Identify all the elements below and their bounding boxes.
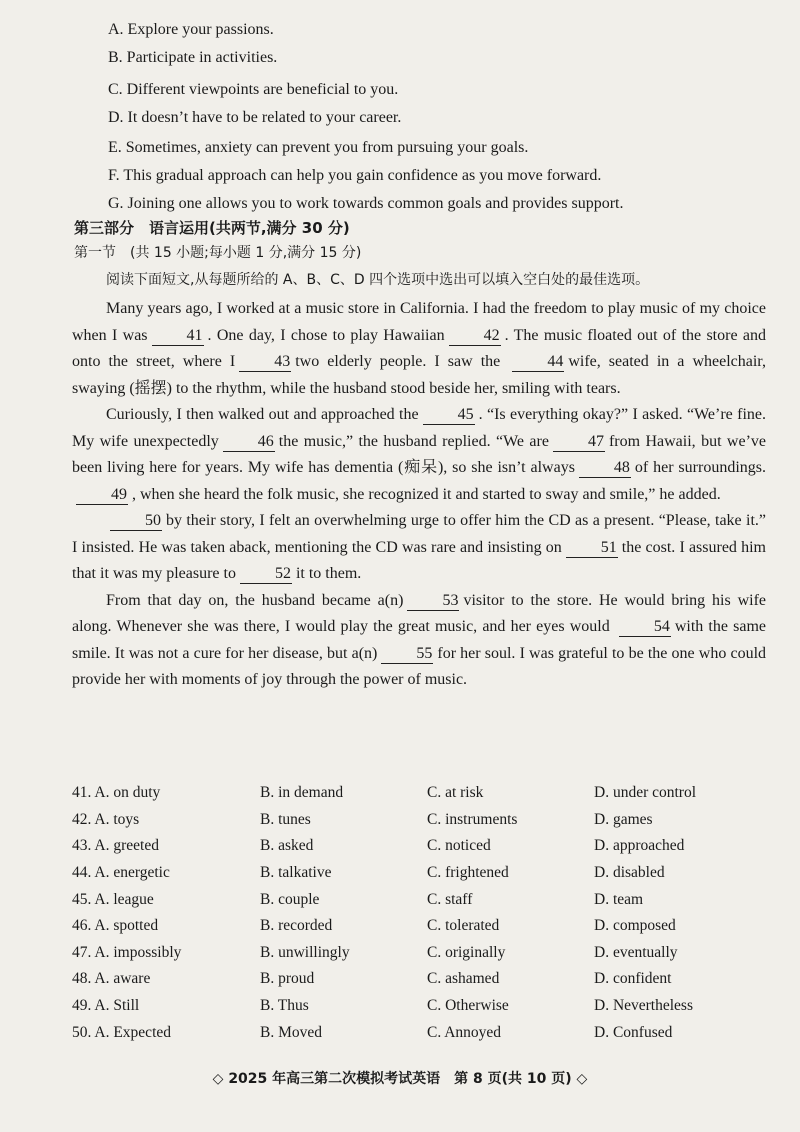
choice-row-43 xyxy=(72,833,772,860)
choice-b: B. in demand xyxy=(260,784,344,802)
text: . “Is everything okay?” I asked. “We’re fine. My wife unexpectedly xyxy=(72,406,767,450)
choice-b: B. Moved xyxy=(260,1023,322,1041)
choice-row-44 xyxy=(72,860,772,887)
part-heading: 第三部分 语言运用(共两节,满分 30 分) xyxy=(74,219,350,237)
choice-c: C. originally xyxy=(427,943,506,961)
choice-a: 43. A. greeted xyxy=(72,837,159,855)
blank-44: 44 xyxy=(512,353,564,372)
blank-53: 53 xyxy=(407,592,459,611)
choice-d: D. Confused xyxy=(594,1023,673,1041)
choice-a: 45. A. league xyxy=(72,890,154,908)
choice-c: C. ashamed xyxy=(427,970,500,988)
instruction: 阅读下面短文,从每题所给的 A、B、C、D 四个选项中选出可以填入空白处的最佳选项。 xyxy=(106,272,650,288)
choice-a: 42. A. toys xyxy=(72,810,140,828)
choice-row-42 xyxy=(72,807,772,834)
choice-d: D. under control xyxy=(594,784,697,802)
text: of her surroundings. xyxy=(634,459,766,476)
paragraph-1 xyxy=(72,296,766,402)
choice-d: D. Nevertheless xyxy=(594,997,693,1015)
blank-52: 52 xyxy=(240,565,292,584)
blank-54: 54 xyxy=(619,618,671,637)
choice-a: 47. A. impossibly xyxy=(72,943,182,961)
option-f: F. This gradual approach can help you gain confidence as you move forward. xyxy=(108,167,602,184)
choice-b: B. recorded xyxy=(260,917,333,935)
choice-d: D. approached xyxy=(594,837,685,855)
blank-48: 48 xyxy=(579,459,631,478)
blank-51: 51 xyxy=(566,539,618,558)
choice-c: C. frightened xyxy=(427,864,509,882)
choice-row-49 xyxy=(72,993,772,1020)
choice-row-46 xyxy=(72,913,772,940)
choice-b: B. couple xyxy=(260,890,320,908)
text: it to them. xyxy=(295,565,362,582)
blank-50: 50 xyxy=(110,512,162,531)
choice-d: D. disabled xyxy=(594,864,665,882)
choice-a: 44. A. energetic xyxy=(72,864,170,882)
text: , when she heard the folk music, she recognized it and started to sway and smile,” he added. xyxy=(132,485,721,503)
choice-a: 50. A. Expected xyxy=(72,1023,172,1041)
choice-d: D. eventually xyxy=(594,943,678,961)
blank-46: 46 xyxy=(223,433,275,452)
text: the music,” the husband replied. “We are xyxy=(278,432,549,450)
page-footer: ◇ 2025 年高三第二次模拟考试英语 第 8 页(共 10 页) ◇ xyxy=(212,1071,588,1087)
option-g: G. Joining one allows you to work towards common goals and provides support. xyxy=(108,195,624,212)
choice-c: C. Annoyed xyxy=(427,1023,502,1041)
choice-b: B. Thus xyxy=(260,997,309,1015)
option-b: B. Participate in activities. xyxy=(108,49,278,66)
cloze-passage xyxy=(72,296,766,694)
choice-a: 48. A. aware xyxy=(72,970,151,988)
text: the cost. I assured him that it was my pleasure to xyxy=(72,538,766,582)
choice-d: D. composed xyxy=(594,917,676,935)
choice-row-48 xyxy=(72,966,772,993)
choice-c: C. Otherwise xyxy=(427,997,509,1015)
blank-41: 41 xyxy=(152,327,204,346)
choice-d: D. games xyxy=(594,810,653,828)
text: visitor to the store. He would bring his wife along. Whenever she was there, I would play the great music, and her eyes would xyxy=(72,591,767,635)
choice-b: B. tunes xyxy=(260,810,311,828)
choice-d: D. team xyxy=(594,890,644,908)
blank-47: 47 xyxy=(553,433,605,452)
option-a: A. Explore your passions. xyxy=(108,21,274,38)
text: two elderly people. I saw the xyxy=(295,353,501,370)
text: by their story, I felt an overwhelming urge to offer him the CD as a present. “Please, take it.” I insisted. He was taken aback, mentioning the CD was rare and insisting on xyxy=(72,512,766,556)
choice-b: B. unwillingly xyxy=(260,943,350,961)
choice-b: B. asked xyxy=(260,837,314,855)
choice-row-41 xyxy=(72,780,772,807)
option-c: C. Different viewpoints are beneficial to you. xyxy=(108,81,399,98)
choice-row-47 xyxy=(72,940,772,967)
choice-c: C. staff xyxy=(427,890,473,908)
blank-49: 49 xyxy=(76,486,128,505)
choice-row-50 xyxy=(72,1019,772,1046)
section-heading: 第一节 (共 15 小题;每小题 1 分,满分 15 分) xyxy=(74,245,362,261)
answer-choices xyxy=(72,780,772,1046)
choice-d: D. confident xyxy=(594,970,672,988)
text: Curiously, I then walked out and approached the xyxy=(106,406,419,423)
choice-c: C. noticed xyxy=(427,837,491,855)
choice-b: B. proud xyxy=(260,970,315,988)
text: . The music floated out of the store and onto the street, where I xyxy=(72,326,766,370)
choice-a: 46. A. spotted xyxy=(72,917,159,935)
text: with the same smile. It was not a cure for her disease, but a(n) xyxy=(72,618,766,662)
choice-c: C. tolerated xyxy=(427,917,500,935)
text: for her soul. I was grateful to be the one who could provide her with moments of joy through the power of music. xyxy=(72,644,767,688)
blank-42: 42 xyxy=(449,327,501,346)
option-e: E. Sometimes, anxiety can prevent you from pursuing your goals. xyxy=(108,139,529,156)
choice-row-45 xyxy=(72,886,772,913)
paragraph-4 xyxy=(72,588,766,694)
paragraph-3 xyxy=(72,508,766,588)
option-d: D. It doesn’t have to be related to your career. xyxy=(108,109,402,126)
choice-c: C. instruments xyxy=(427,810,518,828)
text: . One day, I chose to play Hawaiian xyxy=(207,326,445,344)
choice-b: B. talkative xyxy=(260,864,332,882)
choice-c: C. at risk xyxy=(427,784,484,802)
text: from Hawaii, but we’ve been living here for years. My wife has dementia (痴呆), so she isn’t always xyxy=(72,432,767,476)
text: Many years ago, I worked at a music store in California. I had the freedom to play music of my choice when I was xyxy=(72,300,766,344)
text: From that day on, the husband became a(n) xyxy=(106,591,404,609)
text: wife, seated in a wheelchair, swaying (摇摆) to the rhythm, while the husband stood beside her, smiling with tears. xyxy=(72,353,766,397)
blank-55: 55 xyxy=(381,645,433,664)
paragraph-2 xyxy=(72,402,766,508)
blank-43: 43 xyxy=(239,353,291,372)
blank-45: 45 xyxy=(423,406,475,425)
choice-a: 49. A. Still xyxy=(72,997,140,1015)
choice-a: 41. A. on duty xyxy=(72,784,161,802)
